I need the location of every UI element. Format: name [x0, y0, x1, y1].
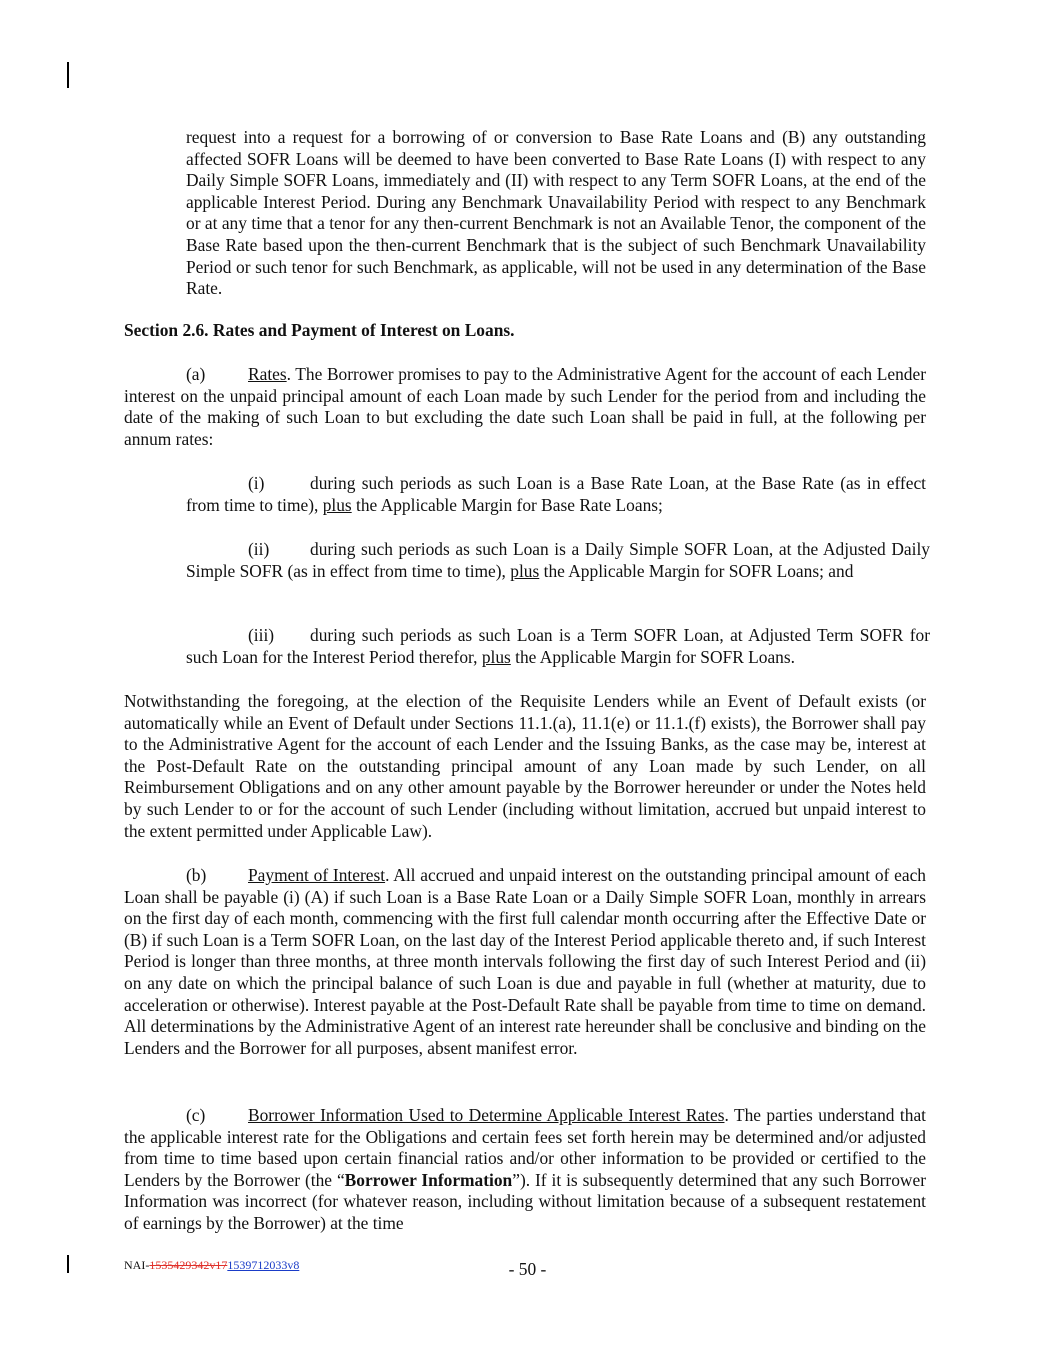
notwithstanding-text: Notwithstanding the foregoing, at the election of the Requisite Lenders while an Event of Default exists (or automatically while an Event of Default under Sections 11.1.(a), 11.1(e) or 11.1.(f) exists), the Borrower shall pay to the Administrative Agent for the account of each Lender and the Issuing Banks, as the case may be, interest at the Post-Default Rate on the outstanding principal amount of any Loan made by such Lender, on all Reimbursement Obligations and on any other amount payable by the Borrower hereunder or under the Notes held by such Lender to or for the account of such Lender (including without limitation, accrued but unpaid interest to the extent permitted under Applicable Law). [124, 691, 926, 841]
item-i-text-before: during such periods as such Loan is a Base Rate Loan, at the Base Rate (as in effect from time to time), [186, 473, 926, 515]
item-iii-label: (iii) [248, 625, 275, 645]
item-i [186, 473, 926, 516]
paragraph-c-text-2: ”). If it is subsequently determined that any such Borrower Information was incorrect (for whatever reason, including without limitation because of a subsequent restatement of earnings by the Borrower) at the time [124, 1169, 926, 1233]
paragraph-b-label: (b) [186, 865, 207, 885]
section-heading: Section 2.6. Rates and Payment of Interest on Loans. [124, 320, 515, 340]
paragraph-b [124, 865, 926, 1059]
paragraph-a [124, 364, 926, 450]
inserted-document-id: 1539712033v8 [227, 1258, 300, 1272]
paragraph-c-text-1: . The parties understand that the applicable interest rate for the Obligations and certain fees set forth herein may be determined and/or adjusted from time to time based upon certain financial ratios and/or other information to be provided or certified to the Lenders by the Borrower (the “ [124, 1105, 927, 1190]
paragraph-c-title: Borrower Information Used to Determine Applicable Interest Rates [248, 1105, 725, 1125]
item-ii [186, 539, 930, 582]
item-i-label: (i) [248, 473, 265, 493]
item-ii-text-before: during such periods as such Loan is a Daily Simple SOFR Loan, at the Adjusted Daily Simple SOFR (as in effect from time to time), [186, 539, 930, 581]
item-iii-text-before: during such periods as such Loan is a Term SOFR Loan, at Adjusted Term SOFR for such Loan for the Interest Period therefor, [186, 625, 930, 667]
paragraph-a-text: . The Borrower promises to pay to the Administrative Agent for the account of each Lender interest on the unpaid principal amount of each Loan made by such Lender for the period from and including the date of the making of such Loan to but excluding the date such Loan shall be paid in full, at the following per annum rates: [124, 364, 926, 449]
change-bar-top [67, 62, 69, 88]
continuation-paragraph [186, 127, 926, 300]
item-ii-plus: plus [510, 560, 540, 581]
paragraph-b-text: . All accrued and unpaid interest on the outstanding principal amount of each Loan shall be payable (i) (A) if such Loan is a Base Rate Loan or a Daily Simple SOFR Loan, monthly in arrears on the first day of each month, commencing with the first full calendar month occurring after the Effective Date or (B) if such Loan is a Term SOFR Loan, on the last day of the Interest Period applicable thereto and, if such Interest Period is longer than three months, at three month intervals following the first day of such Interest Period and (ii) on any date on which the principal balance of such Loan is due and payable in full (whether at maturity, due to acceleration or otherwise). Interest payable at the Post-Default Rate shall be payable from time to time on demand. All determinations by the Administrative Agent of an interest rate hereunder shall be conclusive and binding on the Lenders and the Borrower for all purposes, absent manifest error. [124, 865, 926, 1058]
paragraph-c-label: (c) [186, 1105, 206, 1125]
document-id-prefix: NAI- [124, 1258, 150, 1272]
item-ii-label: (ii) [248, 539, 270, 559]
item-iii-text-after: the Applicable Margin for SOFR Loans. [510, 646, 795, 667]
item-iii [186, 625, 930, 668]
item-i-text-after: the Applicable Margin for Base Rate Loans; [351, 494, 663, 515]
item-ii-text-after: the Applicable Margin for SOFR Loans; and [539, 560, 854, 581]
item-iii-plus: plus [481, 646, 511, 667]
deleted-document-id: 1535429342v17 [149, 1258, 228, 1272]
borrower-information-term: Borrower Information [344, 1169, 513, 1190]
notwithstanding-paragraph [124, 691, 926, 842]
paragraph-b-title: Payment of Interest [248, 865, 386, 885]
paragraph-a-title: Rates [248, 364, 287, 384]
paragraph-c [124, 1105, 926, 1235]
page-number: - 50 - [508, 1259, 547, 1279]
item-i-plus: plus [322, 494, 352, 515]
continuation-text: request into a request for a borrowing of or conversion to Base Rate Loans and (B) any outstanding affected SOFR Loans will be deemed to have been converted to Base Rate Loans (I) with respect to any Daily Simple SOFR Loans, immediately and (II) with respect to any Term SOFR Loans, at the end of the applicable Interest Period. During any Benchmark Unavailability Period with respect to any Benchmark or at any time that a tenor for any then-current Benchmark is not an Available Tenor, the component of the Base Rate based upon the then-current Benchmark that is the subject of such Benchmark Unavailability Period or such tenor for such Benchmark, as applicable, will not be used in any determination of the Base Rate. [186, 127, 926, 299]
paragraph-a-label: (a) [186, 364, 206, 384]
